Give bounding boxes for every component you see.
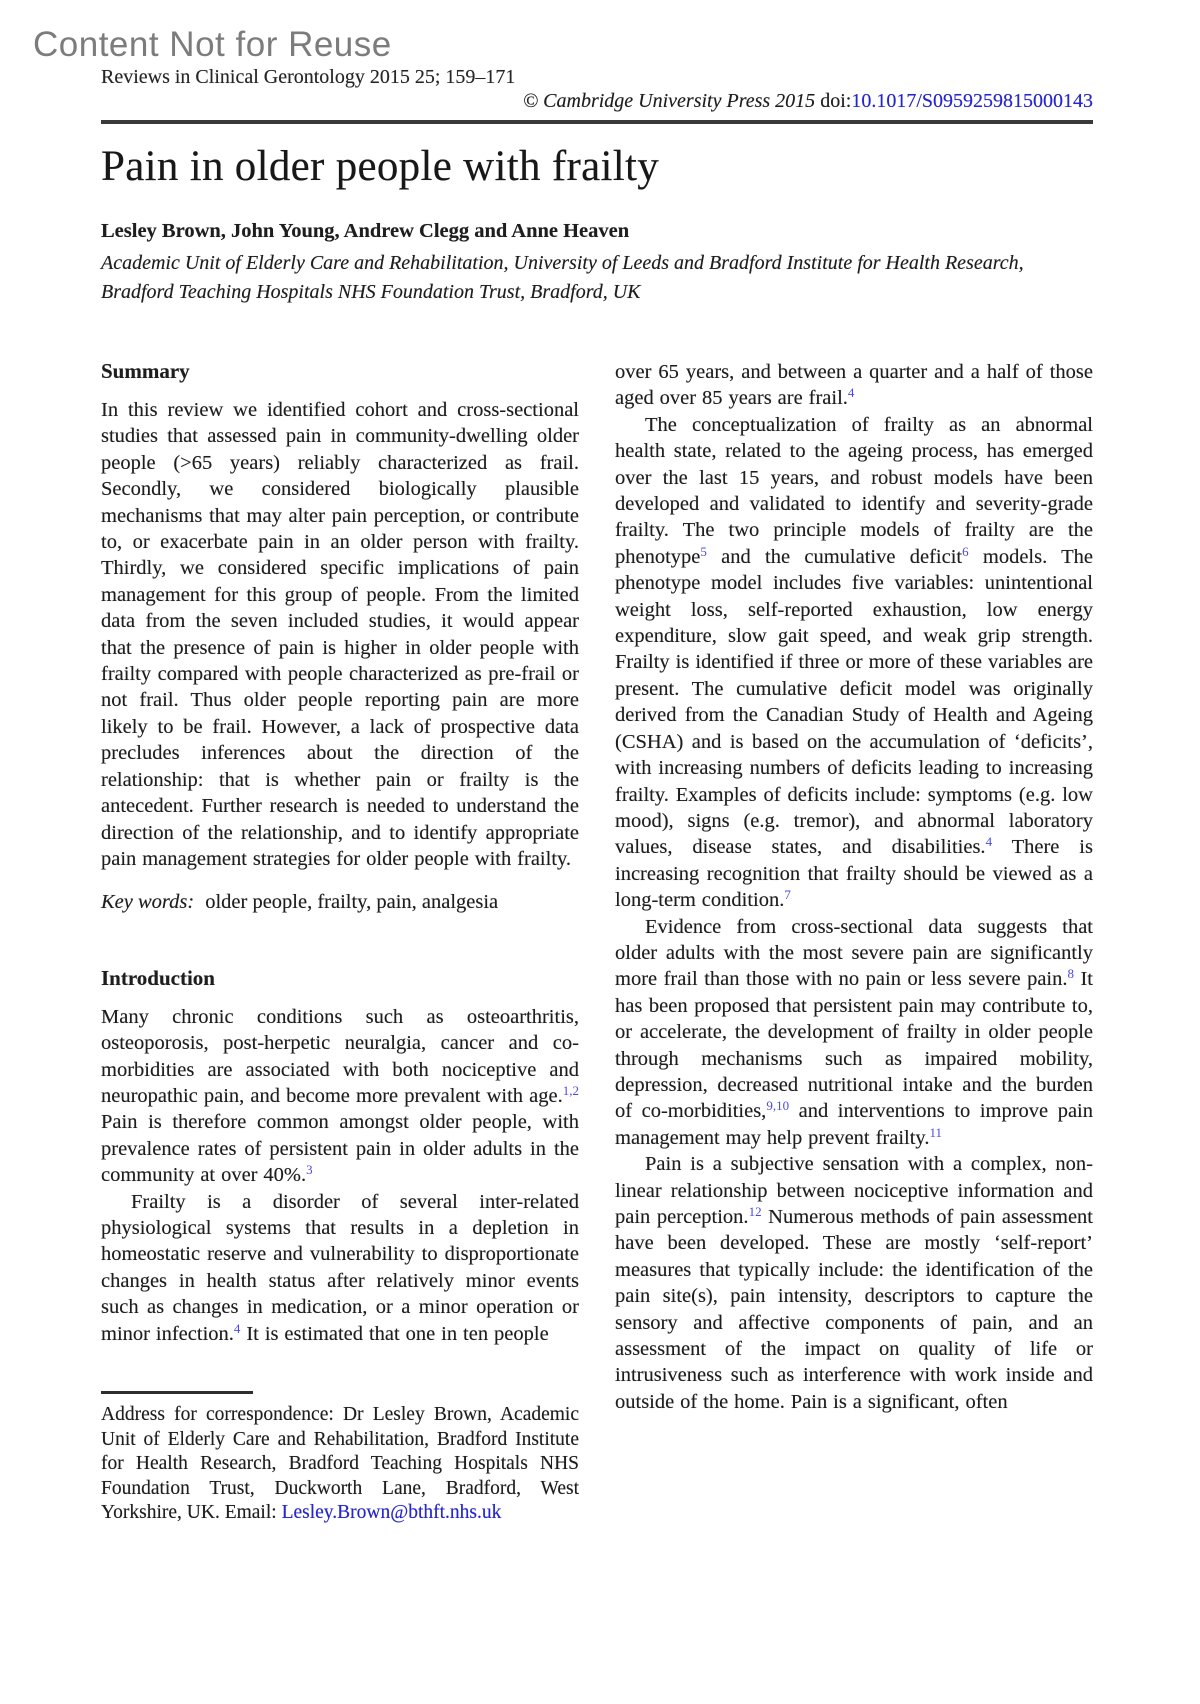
text-run: Frailty is a disorder of several inter-related physiological systems that results in a depletion in homeostatic reserve and vulnerability to disproportionate changes in health status after relatively minor events such as changes in medication, or a minor operation or minor infection. (101, 1190, 579, 1345)
keywords-text: older people, frailty, pain, analgesia (205, 891, 499, 914)
text-run: Evidence from cross-sectional data suggests that older adults with the most severe pain are significantly more frail than those with no pain or less severe pain. (615, 915, 1093, 991)
summary-paragraph (101, 397, 579, 872)
citation-ref[interactable]: 3 (306, 1162, 313, 1178)
doi-label: doi: (815, 90, 852, 112)
journal-citation: Reviews in Clinical Gerontology 2015 25; 159–171 (101, 66, 516, 88)
doi-link[interactable]: 10.1017/S0959259815000143 (851, 90, 1093, 112)
correspondence-footnote (101, 1391, 579, 1526)
citation-ref[interactable]: 6 (962, 543, 969, 559)
citation-ref[interactable]: 4 (985, 834, 993, 850)
citation-ref[interactable]: 8 (1067, 966, 1074, 982)
article-title: Pain in older people with frailty (101, 143, 660, 190)
authors-line: Lesley Brown, John Young, Andrew Clegg and Anne Heaven (101, 220, 630, 242)
page-content (101, 66, 1093, 1526)
right-column (615, 359, 1093, 1526)
affiliation-line: Academic Unit of Elderly Care and Rehabilitation, University of Leeds and Bradford Institute for Health Research, Bradford Teaching Hospitals NHS Foundation Trust, Bradford, UK (101, 252, 1024, 303)
email-link[interactable]: Lesley.Brown@bthft.nhs.uk (281, 1502, 502, 1524)
text-run: and interventions to improve pain management may help prevent frailty. (615, 1100, 1093, 1149)
text-run: Pain is therefore common amongst older people, with prevalence rates of persistent pain in older adults in the community at over 40%. (101, 1111, 579, 1187)
text-run: Numerous methods of pain assessment have been developed. These are mostly ‘self-report’ measures that typically include: the identification of the pain site(s), pain intensity, descriptors to capture the sensory and affective components of pain, and an assessment of the impact on quality of life or intrusiveness such as interference with work inside and outside of the home. Pain is a significant, often (615, 1206, 1093, 1413)
text-run: models. The phenotype model includes five variables: unintentional weight loss, self-reported exhaustion, low energy expenditure, slow gait speed, and weak grip strength. Frailty is identified if three or more of these variables are present. The cumulative deficit model was originally derived from the Canadian Study of Health and Ageing (CSHA) and is based on the accumulation of ‘deficits’, with increasing numbers of deficits leading to increasing frailty. Examples of deficits include: symptoms (e.g. low mood), signs (e.g. tremor), and abnormal laboratory values, disease states, and disabilities. (615, 545, 1093, 859)
footnote-text (101, 1403, 579, 1526)
text-run: There is increasing recognition that frailty should be viewed as a long-term condition. (615, 836, 1093, 912)
intro-paragraph (101, 1004, 579, 1189)
body-paragraph (615, 914, 1093, 1152)
text-run: It is estimated that one in ten people (240, 1322, 549, 1345)
text-run: and the cumulative deficit (706, 545, 963, 568)
citation-ref[interactable]: 5 (700, 543, 707, 559)
body-paragraph (615, 1151, 1093, 1415)
text-run: Many chronic conditions such as osteoarthritis, osteoporosis, post-herpetic neuralgia, cancer and co-morbidities are associated with both nociceptive and neuropathic pain, and become more prevalent with age. (101, 1005, 579, 1107)
citation-ref[interactable]: 1,2 (562, 1082, 579, 1098)
header-rule (101, 120, 1093, 124)
text-run: Pain is a subjective sensation with a complex, non-linear relationship between nociceptive information and pain perception. (615, 1153, 1093, 1228)
citation-ref[interactable]: 11 (929, 1124, 942, 1140)
text-run: It has been proposed that persistent pain may contribute to, or accelerate, the development of frailty in older people through mechanisms such as impaired mobility, depression, decreased nutritional intake and the burden of co-morbidities, (615, 968, 1094, 1123)
left-column (101, 359, 579, 1526)
two-column-body (101, 359, 1093, 1526)
intro-paragraph (101, 1189, 579, 1347)
citation-ref[interactable]: 7 (784, 887, 791, 903)
text-run: The conceptualization of frailty as an abnormal health state, related to the ageing process, has emerged over the last 15 years, and robust models have been developed and validated to identify and severity-grade frailty. The two principle models of frailty are the phenotype (615, 413, 1093, 568)
citation-ref[interactable]: 4 (233, 1320, 241, 1336)
citation-ref[interactable]: 12 (748, 1204, 762, 1219)
footnote-rule (101, 1391, 253, 1394)
keywords-label: Key words: (101, 891, 195, 914)
copyright-line (101, 90, 1093, 113)
watermark-text: Content Not for Reuse (33, 25, 392, 64)
body-paragraph (615, 412, 1093, 914)
copyright-text: © Cambridge University Press 2015 (522, 90, 816, 112)
summary-heading: Summary (101, 359, 190, 383)
keywords-line (101, 889, 579, 915)
introduction-heading: Introduction (101, 965, 215, 990)
body-paragraph (615, 359, 1093, 412)
citation-ref[interactable]: 4 (847, 385, 855, 401)
text-run: In this review we identified cohort and cross-sectional studies that assessed pain in community-dwelling older people (>65 years) reliably characterized as frail. Secondly, we considered biologically plausible mechanisms that may alter pain perception, or contribute to, or exacerbate pain in an older person with frailty. Thirdly, we considered specific implications of pain management for this group of people. From the limited data from the seven included studies, it would appear that the presence of pain is higher in older people with frailty compared with people characterized as pre-frail or not frail. Thus older people reporting pain are more likely to be frail. However, a lack of prospective data precludes inferences about the direction of the relationship: that is whether pain or frailty is the antecedent. Further research is needed to understand the direction of the relationship, and to identify appropriate pain management strategies for older people with frailty. (101, 399, 579, 870)
citation-ref[interactable]: 9,10 (766, 1098, 790, 1114)
text-run: over 65 years, and between a quarter and a half of those aged over 85 years are frail. (615, 361, 1093, 410)
text-run: Address for correspondence: Dr Lesley Brown, Academic Unit of Elderly Care and Rehabilitation, Bradford Institute for Health Research, Bradford Teaching Hospitals NHS Foundation Trust, Duckworth Lane, Bradford, West Yorkshire, UK. Email: (101, 1404, 579, 1524)
